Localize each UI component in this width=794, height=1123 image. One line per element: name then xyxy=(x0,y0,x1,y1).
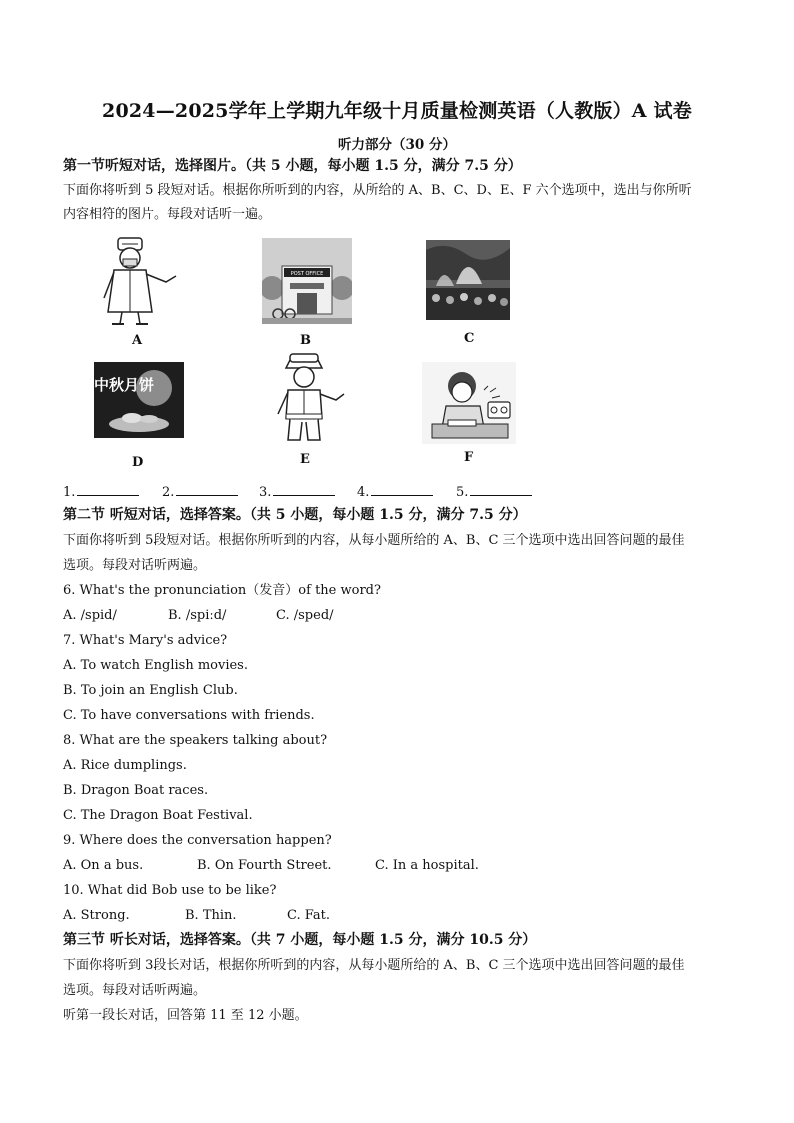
question-9: 9. Where does the conversation happen? xyxy=(63,833,332,848)
question-6: 6. What's the pronunciation（发音）of the word? xyxy=(63,583,381,598)
police-officer-icon xyxy=(268,352,348,446)
answer-blank-1[interactable]: 1. xyxy=(63,483,139,500)
q6-option-a[interactable]: A. /spid/ xyxy=(63,608,117,623)
section1-instruction-2: 内容相符的图片。每段对话听一遍。 xyxy=(63,207,272,222)
doctor-icon xyxy=(96,236,186,328)
post-office-icon xyxy=(262,238,352,324)
question-7: 7. What's Mary's advice? xyxy=(63,633,228,648)
question-8: 8. What are the speakers talking about? xyxy=(63,733,328,748)
q6-option-c[interactable]: C. /sped/ xyxy=(276,608,334,623)
section3-note: 听第一段长对话，回答第 11 至 12 小题。 xyxy=(63,1008,308,1023)
post-office-sign: POST OFFICE xyxy=(290,271,324,277)
answer-blank-5[interactable]: 5. xyxy=(456,483,532,500)
q10-option-c[interactable]: C. Fat. xyxy=(287,908,330,923)
picture-label-a: A xyxy=(132,333,143,348)
q10-option-a[interactable]: A. Strong. xyxy=(63,908,130,923)
question-10: 10. What did Bob use to be like? xyxy=(63,883,277,898)
dragon-boat-race-icon xyxy=(426,240,510,320)
section3-heading: 第三节 听长对话，选择答案。（共 7 小题，每小题 1.5 分，满分 10.5 分） xyxy=(63,932,537,948)
section2-heading: 第二节 听短对话，选择答案。（共 5 小题，每小题 1.5 分，满分 7.5 分） xyxy=(63,507,527,523)
q7-option-c[interactable]: C. To have conversations with friends. xyxy=(63,708,315,723)
section2-instruction-2: 选项。每段对话听两遍。 xyxy=(63,558,207,573)
section1-heading: 第一节听短对话，选择图片。（共 5 小题，每小题 1.5 分，满分 7.5 分） xyxy=(63,158,522,174)
mid-autumn-mooncake-icon xyxy=(94,362,184,438)
picture-label-f: F xyxy=(464,450,474,465)
section3-instruction-2: 选项。每段对话听两遍。 xyxy=(63,983,207,998)
q8-option-a[interactable]: A. Rice dumplings. xyxy=(63,758,187,773)
q6-option-b[interactable]: B. /spiːd/ xyxy=(168,608,227,623)
student-studying-icon xyxy=(422,362,516,444)
section2-instruction-1: 下面你将听到 5段短对话。根据你所听到的内容，从每小题所给的 A、B、C 三个选项中选出回答问题的最佳 xyxy=(63,533,685,548)
picture-label-e: E xyxy=(300,452,310,467)
picture-label-b: B xyxy=(300,333,311,348)
picture-label-c: C xyxy=(464,331,475,346)
q7-option-b[interactable]: B. To join an English Club. xyxy=(63,683,238,698)
section3-instruction-1: 下面你将听到 3段长对话，根据你所听到的内容，从每小题所给的 A、B、C 三个选项中选出回答问题的最佳 xyxy=(63,958,685,973)
mooncake-text: 中秋月饼 xyxy=(94,376,155,394)
q9-option-c[interactable]: C. In a hospital. xyxy=(375,858,479,873)
answer-blank-4[interactable]: 4. xyxy=(357,483,433,500)
section1-instruction-1: 下面你将听到 5 段短对话。根据你所听到的内容，从所给的 A、B、C、D、E、F 六个选项中，选出与你所听 xyxy=(63,183,692,198)
q9-option-a[interactable]: A. On a bus. xyxy=(63,858,144,873)
picture-label-d: D xyxy=(132,455,144,470)
q10-option-b[interactable]: B. Thin. xyxy=(185,908,237,923)
q9-option-b[interactable]: B. On Fourth Street. xyxy=(197,858,332,873)
listening-subtitle: 听力部分（30 分） xyxy=(338,137,456,153)
exam-title: 2024—2025学年上学期九年级十月质量检测英语（人教版）A 试卷 xyxy=(102,100,692,122)
q8-option-b[interactable]: B. Dragon Boat races. xyxy=(63,783,209,798)
answer-blank-3[interactable]: 3. xyxy=(259,483,335,500)
q7-option-a[interactable]: A. To watch English movies. xyxy=(63,658,248,673)
q8-option-c[interactable]: C. The Dragon Boat Festival. xyxy=(63,808,253,823)
answer-blank-2[interactable]: 2. xyxy=(162,483,238,500)
